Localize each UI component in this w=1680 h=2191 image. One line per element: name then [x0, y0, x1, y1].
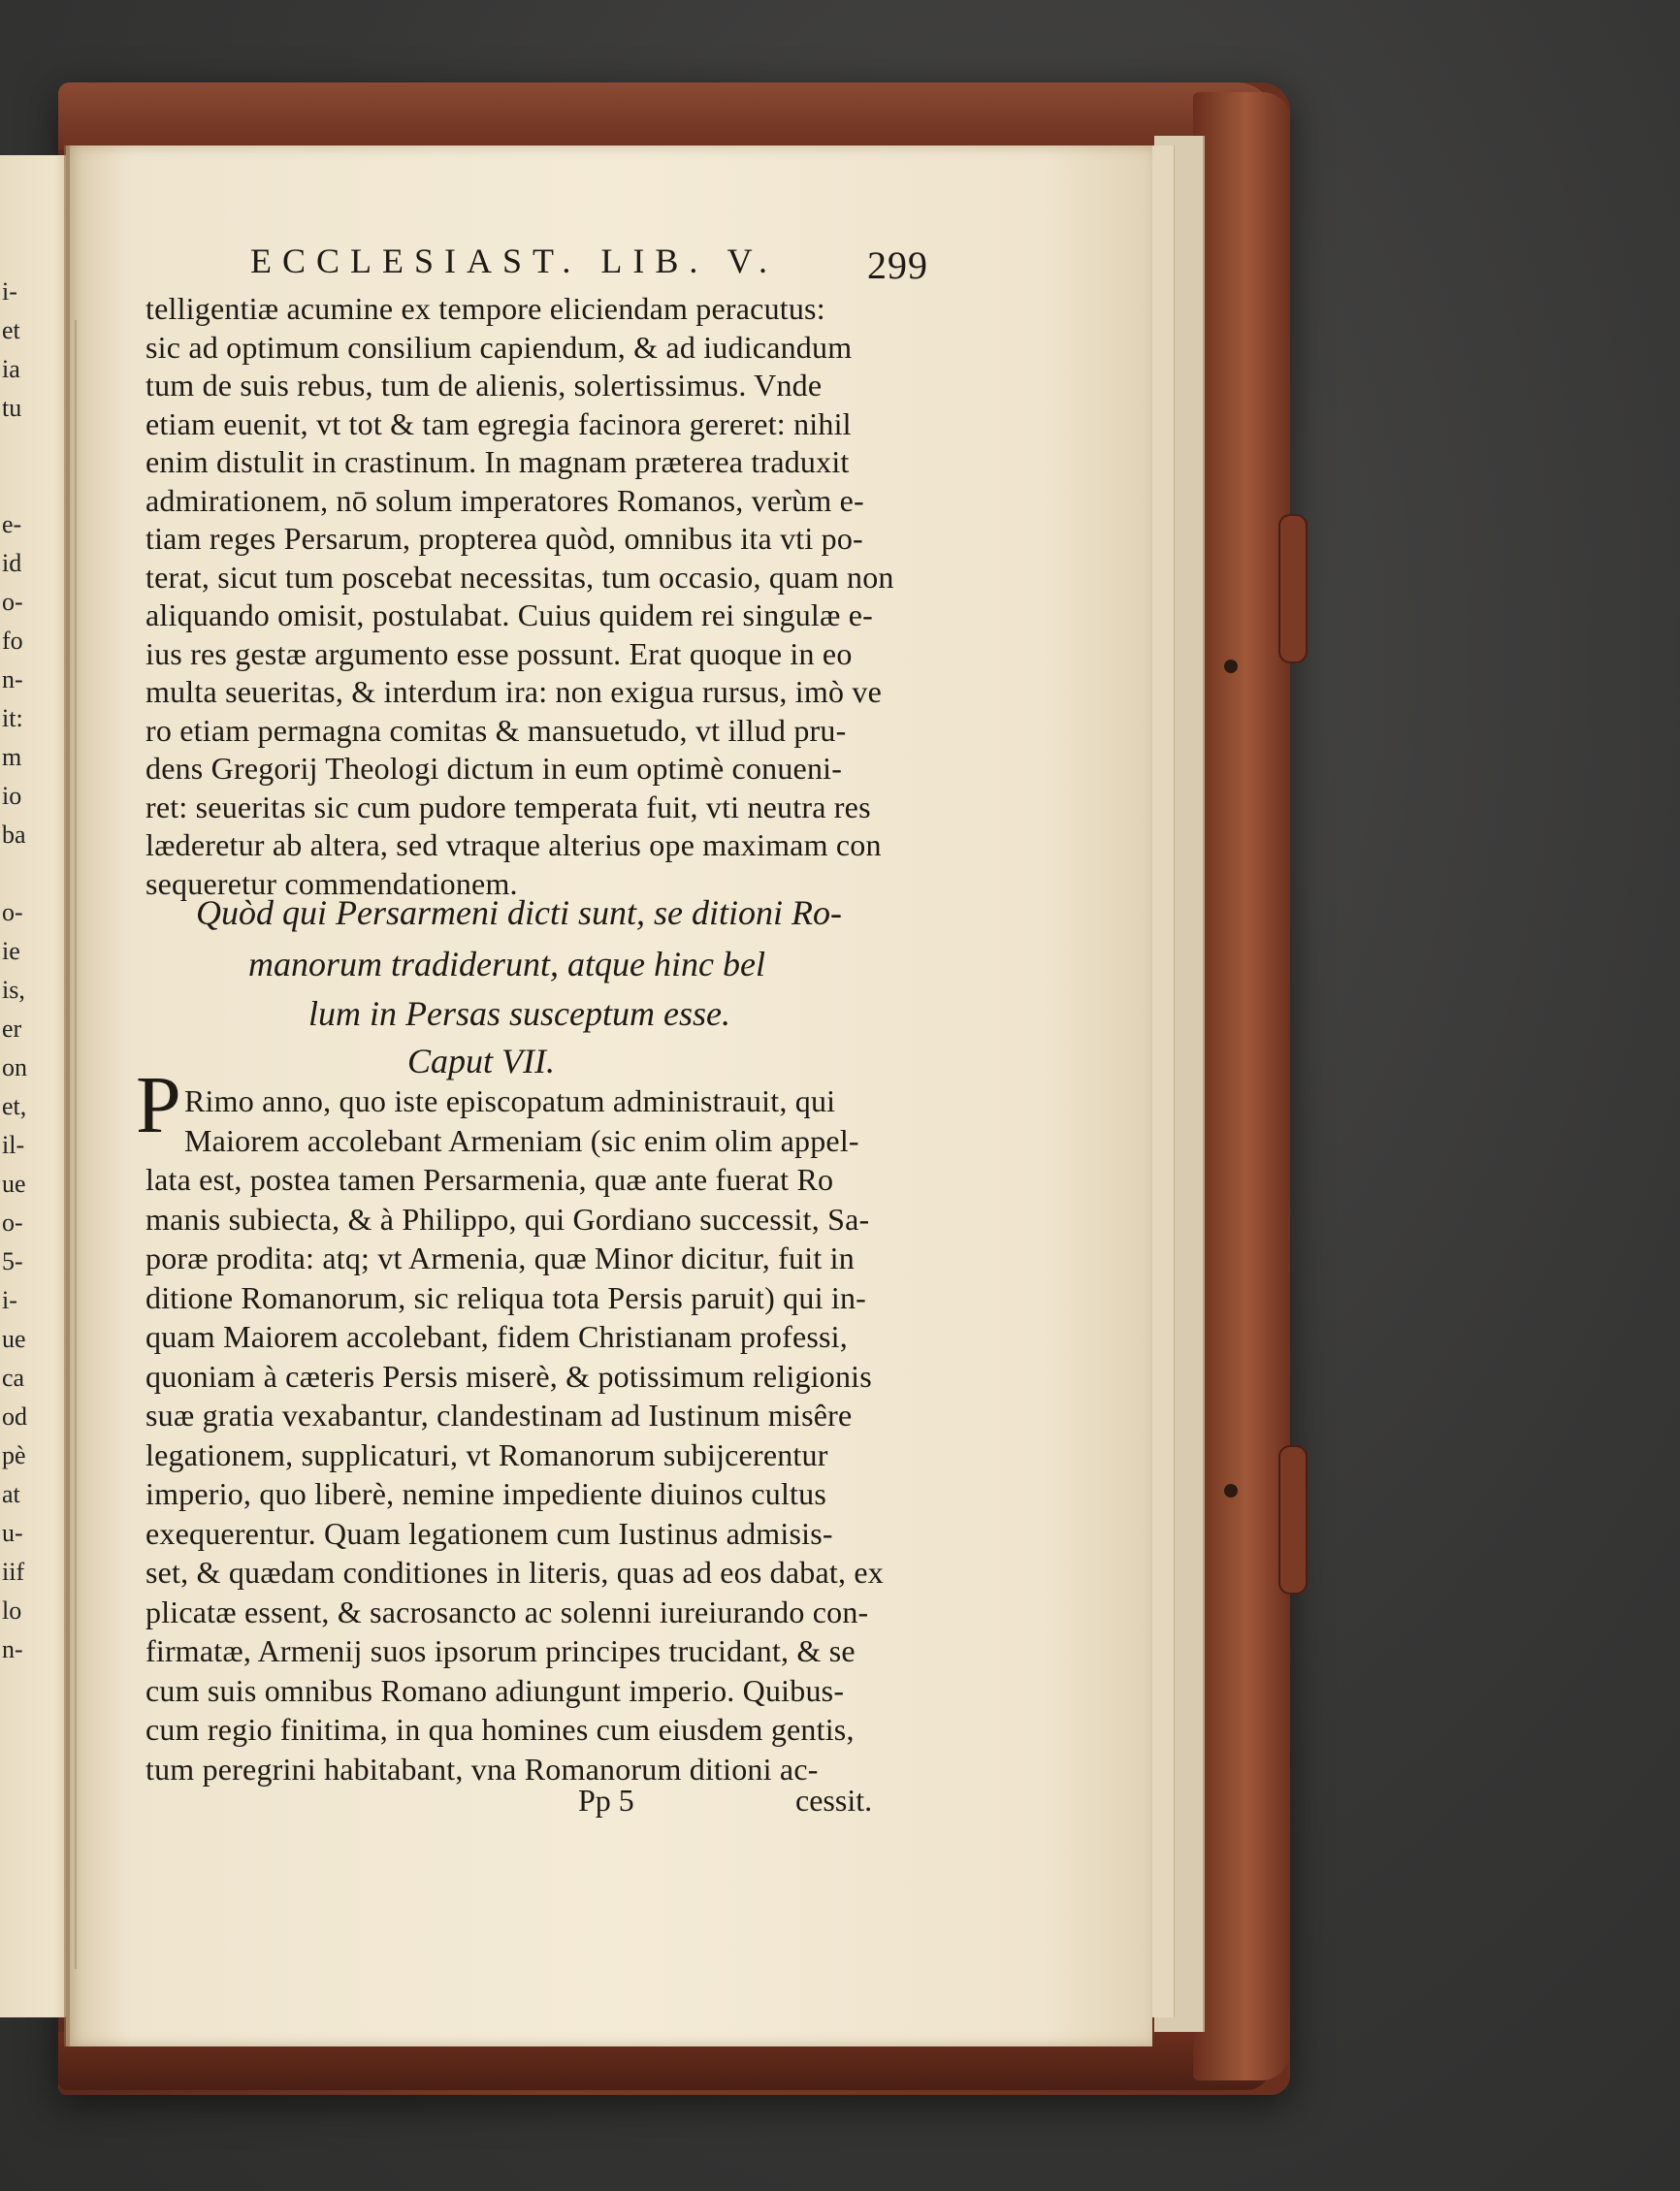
verso-fragment: it: — [2, 704, 23, 732]
chapter-line: cum suis omnibus Romano adiungunt imperio. Quibus- — [145, 1672, 845, 1708]
verso-fragment: pè — [2, 1441, 26, 1469]
chapter-line: poræ prodita: atq; vt Armenia, quæ Minor dicitur, fuit in — [145, 1240, 855, 1275]
verso-fragment: lo — [2, 1596, 22, 1625]
body-line: tiam reges Persarum, propterea quòd, omnibus ita vti po- — [145, 521, 863, 556]
chapter-line: firmatæ, Armenij suos ipsorum principes trucidant, & se — [145, 1633, 856, 1668]
verso-fragment: u- — [2, 1519, 23, 1547]
verso-fragment: ie — [2, 937, 20, 965]
chapter-line: manis subiecta, & à Philippo, qui Gordiano successit, Sa- — [145, 1201, 870, 1237]
clasp-lower — [1278, 1445, 1308, 1595]
body-line: sic ad optimum consilium capiendum, & ad iudicandum — [145, 329, 853, 365]
page-number: 299 — [867, 243, 928, 287]
clasp-upper — [1278, 514, 1308, 663]
chapter-heading-line: Caput VII. — [407, 1042, 555, 1080]
verso-fragment: et, — [2, 1092, 27, 1120]
chapter-heading-line: manorum tradiderunt, atque hinc bel — [248, 945, 765, 983]
verso-fragment: n- — [2, 665, 23, 693]
chapter-line: cum regio finitima, in qua homines cum eiusdem gentis, — [145, 1712, 855, 1747]
verso-fragment: io — [2, 782, 22, 810]
cover-fore-edge — [1193, 92, 1290, 2080]
verso-fragment: ue — [2, 1325, 26, 1353]
signature-mark: Pp 5 — [578, 1783, 634, 1818]
chapter-heading-line: lum in Persas susceptum esse. — [308, 994, 730, 1033]
verso-fragment: ia — [2, 355, 20, 383]
body-line: sequeretur commendationem. — [145, 865, 518, 901]
catchword: cessit. — [795, 1783, 873, 1818]
body-line: admirationem, nō solum imperatores Romanos, verùm e- — [145, 482, 864, 518]
body-line: ret: seueritas sic cum pudore temperata fuit, vti neutra res — [145, 789, 871, 824]
chapter-line: plicatæ essent, & sacrosancto ac solenni iureiurando con- — [145, 1594, 869, 1629]
drop-cap: P — [136, 1060, 181, 1150]
body-line: terat, sicut tum poscebat necessitas, tum occasio, quam non — [145, 559, 894, 595]
verso-fragment: od — [2, 1402, 27, 1431]
chapter-line: Rimo anno, quo iste episcopatum administrauit, qui — [184, 1083, 836, 1118]
verso-fragment: fo — [2, 627, 23, 655]
verso-fragment: is, — [2, 976, 25, 1004]
body-line: dens Gregorij Theologi dictum in eum optimè conueni- — [145, 751, 843, 786]
chapter-line: imperio, quo liberè, nemine impediente diuinos cultus — [145, 1476, 827, 1511]
body-line: ius res gestæ argumento esse possunt. Erat quoque in eo — [145, 635, 853, 671]
verso-fragment: o- — [2, 898, 23, 926]
chapter-line: Maiorem accolebant Armeniam (sic enim olim appel- — [184, 1122, 859, 1158]
page-fold-line — [75, 320, 77, 1969]
verso-fragment: ca — [2, 1364, 25, 1392]
verso-fragment: er — [2, 1015, 22, 1043]
chapter-line: tum peregrini habitabant, vna Romanorum ditioni ac- — [145, 1751, 819, 1787]
chapter-line: exequerentur. Quam legationem cum Iustinus admisis- — [145, 1515, 833, 1551]
verso-fragment: m — [2, 743, 22, 771]
chapter-heading-line: Quòd qui Persarmeni dicti sunt, se ditioni Ro- — [196, 893, 842, 932]
gutter-shadow — [64, 145, 70, 2046]
verso-fragment: o- — [2, 1208, 23, 1237]
verso-fragment: 5- — [2, 1247, 23, 1275]
verso-fragment: on — [2, 1053, 27, 1081]
verso-fragment: i- — [2, 277, 17, 306]
verso-fragment: o- — [2, 588, 23, 616]
body-line: ro etiam permagna comitas & mansuetudo, vt illud pru- — [145, 712, 847, 748]
verso-fragment: iif — [2, 1558, 25, 1586]
verso-fragment: n- — [2, 1635, 23, 1663]
body-line: enim distulit in crastinum. In magnam præterea traduxit — [145, 444, 850, 479]
verso-fragment: et — [2, 316, 20, 344]
chapter-line: lata est, postea tamen Persarmenia, quæ ante fuerat Ro — [145, 1162, 834, 1197]
body-line: multa seueritas, & interdum ira: non exigua rursus, imò ve — [145, 674, 882, 709]
running-title: ECCLESIAST. LIB. V. — [250, 242, 779, 280]
chapter-line: quam Maiorem accolebant, fidem Christianam professi, — [145, 1319, 848, 1354]
body-line: læderetur ab altera, sed vtraque alterius ope maximam con — [145, 827, 882, 862]
verso-fragment: tu — [2, 394, 22, 422]
verso-fragment: at — [2, 1480, 20, 1508]
body-line: etiam euenit, vt tot & tam egregia facinora gereret: nihil — [145, 405, 852, 441]
body-line: tum de suis rebus, tum de alienis, solertissimus. Vnde — [145, 368, 823, 403]
verso-fragment: id — [2, 549, 22, 577]
chapter-line: ditione Romanorum, sic reliqua tota Persis paruit) qui in- — [145, 1279, 867, 1315]
cover-top-edge — [58, 82, 1276, 150]
running-head — [250, 241, 929, 285]
chapter-line: suæ gratia vexabantur, clandestinam ad Iustinum misêre — [145, 1398, 853, 1433]
nail-head — [1224, 660, 1238, 673]
chapter-line: quoniam à cæteris Persis miserè, & potissimum religionis — [145, 1358, 872, 1394]
verso-fragment: e- — [2, 510, 22, 538]
body-line: aliquando omisit, postulabat. Cuius quidem rei singulæ e- — [145, 597, 873, 632]
verso-fragment: il- — [2, 1131, 25, 1159]
body-line: telligentiæ acumine ex tempore eliciendam peracutus: — [145, 291, 825, 326]
verso-fragment: i- — [2, 1286, 17, 1314]
chapter-line: legationem, supplicaturi, vt Romanorum subijcerentur — [145, 1436, 828, 1472]
nail-head — [1224, 1484, 1238, 1498]
chapter-line: set, & quædam conditiones in literis, quas ad eos dabat, ex — [145, 1555, 884, 1590]
verso-fragment: ba — [2, 821, 26, 849]
verso-fragment: ue — [2, 1170, 26, 1198]
